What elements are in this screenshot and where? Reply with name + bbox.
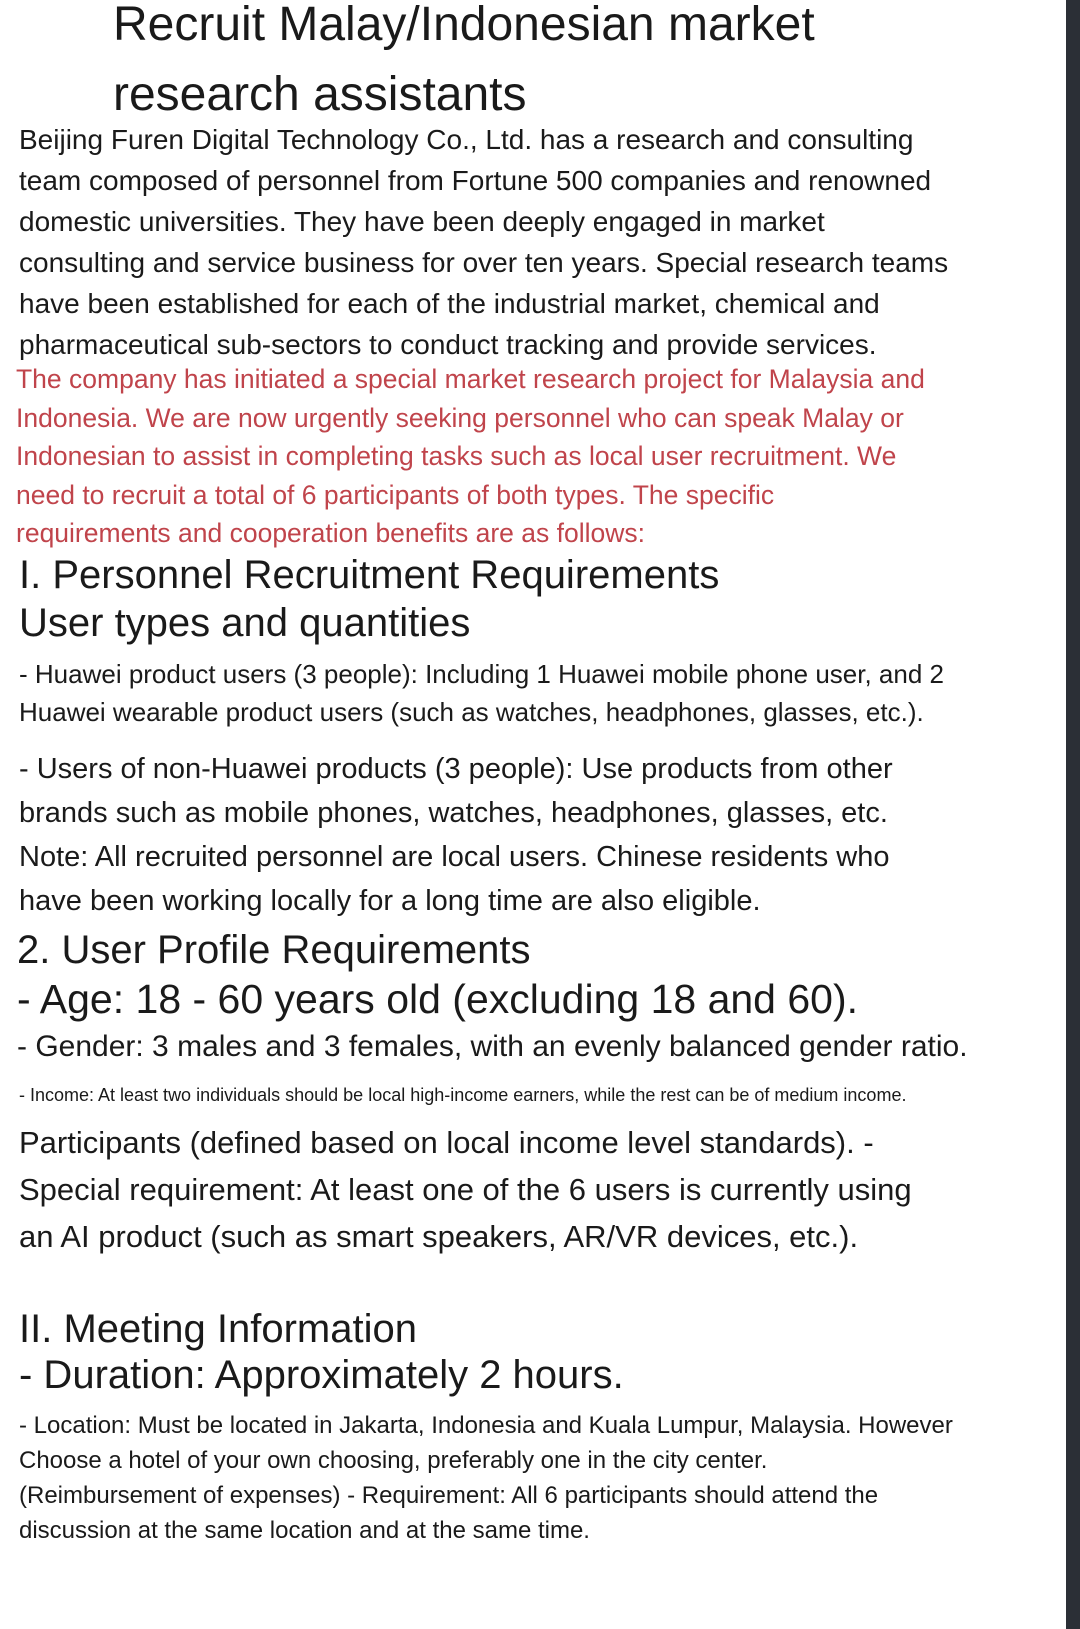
section-1-subheading: User types and quantities (19, 601, 471, 645)
duration-line: - Duration: Approximately 2 hours. (19, 1353, 624, 1397)
highlight-line: The company has initiated a special market research project for Malaysia and (16, 364, 925, 394)
highlight-line: requirements and cooperation benefits are as follows: (16, 518, 645, 548)
intro-line: have been established for each of the industrial market, chemical and (19, 288, 880, 319)
section-2-heading: 2. User Profile Requirements (17, 928, 531, 972)
gender-requirement: - Gender: 3 males and 3 females, with an evenly balanced gender ratio. (17, 1030, 968, 1063)
location-line: Choose a hotel of your own choosing, preferably one in the city center. (19, 1447, 768, 1474)
section-1-heading: I. Personnel Recruitment Requirements (19, 553, 720, 597)
huawei-users-line: Huawei wearable product users (such as watches, headphones, glasses, etc.). (19, 697, 924, 727)
intro-line: pharmaceutical sub-sectors to conduct tracking and provide services. (19, 329, 877, 360)
note-line: Note: All recruited personnel are local users. Chinese residents who (19, 841, 890, 873)
highlight-line: Indonesian to assist in completing tasks such as local user recruitment. We (16, 441, 897, 471)
section-3-heading: II. Meeting Information (19, 1307, 417, 1351)
non-huawei-users-line: brands such as mobile phones, watches, headphones, glasses, etc. (19, 797, 888, 829)
age-requirement: - Age: 18 - 60 years old (excluding 18 and 60). (17, 976, 859, 1022)
intro-line: Beijing Furen Digital Technology Co., Ltd. has a research and consulting (19, 124, 914, 155)
location-line: (Reimbursement of expenses) - Requirement: All 6 participants should attend the (19, 1482, 879, 1509)
participants-line: Special requirement: At least one of the 6 users is currently using (19, 1172, 912, 1207)
page-title-line-1: Recruit Malay/Indonesian market (113, 0, 815, 51)
intro-line: domestic universities. They have been deeply engaged in market (19, 206, 825, 237)
highlight-line: need to recruit a total of 6 participants of both types. The specific (16, 480, 775, 510)
page-title-line-2: research assistants (113, 68, 527, 121)
location-line: - Location: Must be located in Jakarta, Indonesia and Kuala Lumpur, Malaysia. However (19, 1412, 953, 1439)
intro-line: team composed of personnel from Fortune 500 companies and renowned (19, 165, 932, 196)
highlight-line: Indonesia. We are now urgently seeking personnel who can speak Malay or (16, 403, 904, 433)
participants-line: an AI product (such as smart speakers, AR/VR devices, etc.). (19, 1219, 859, 1254)
income-requirement: - Income: At least two individuals should be local high-income earners, while the rest can be of medium income. (19, 1085, 907, 1105)
participants-line: Participants (defined based on local income level standards). - (19, 1125, 874, 1160)
scrollbar-track[interactable] (1066, 0, 1080, 1629)
intro-line: consulting and service business for over ten years. Special research teams (19, 247, 949, 278)
location-line: discussion at the same location and at the same time. (19, 1517, 590, 1544)
huawei-users-line: - Huawei product users (3 people): Including 1 Huawei mobile phone user, and 2 (19, 659, 944, 689)
non-huawei-users-line: - Users of non-Huawei products (3 people): Use products from other (19, 753, 893, 785)
note-line: have been working locally for a long time are also eligible. (19, 885, 761, 917)
